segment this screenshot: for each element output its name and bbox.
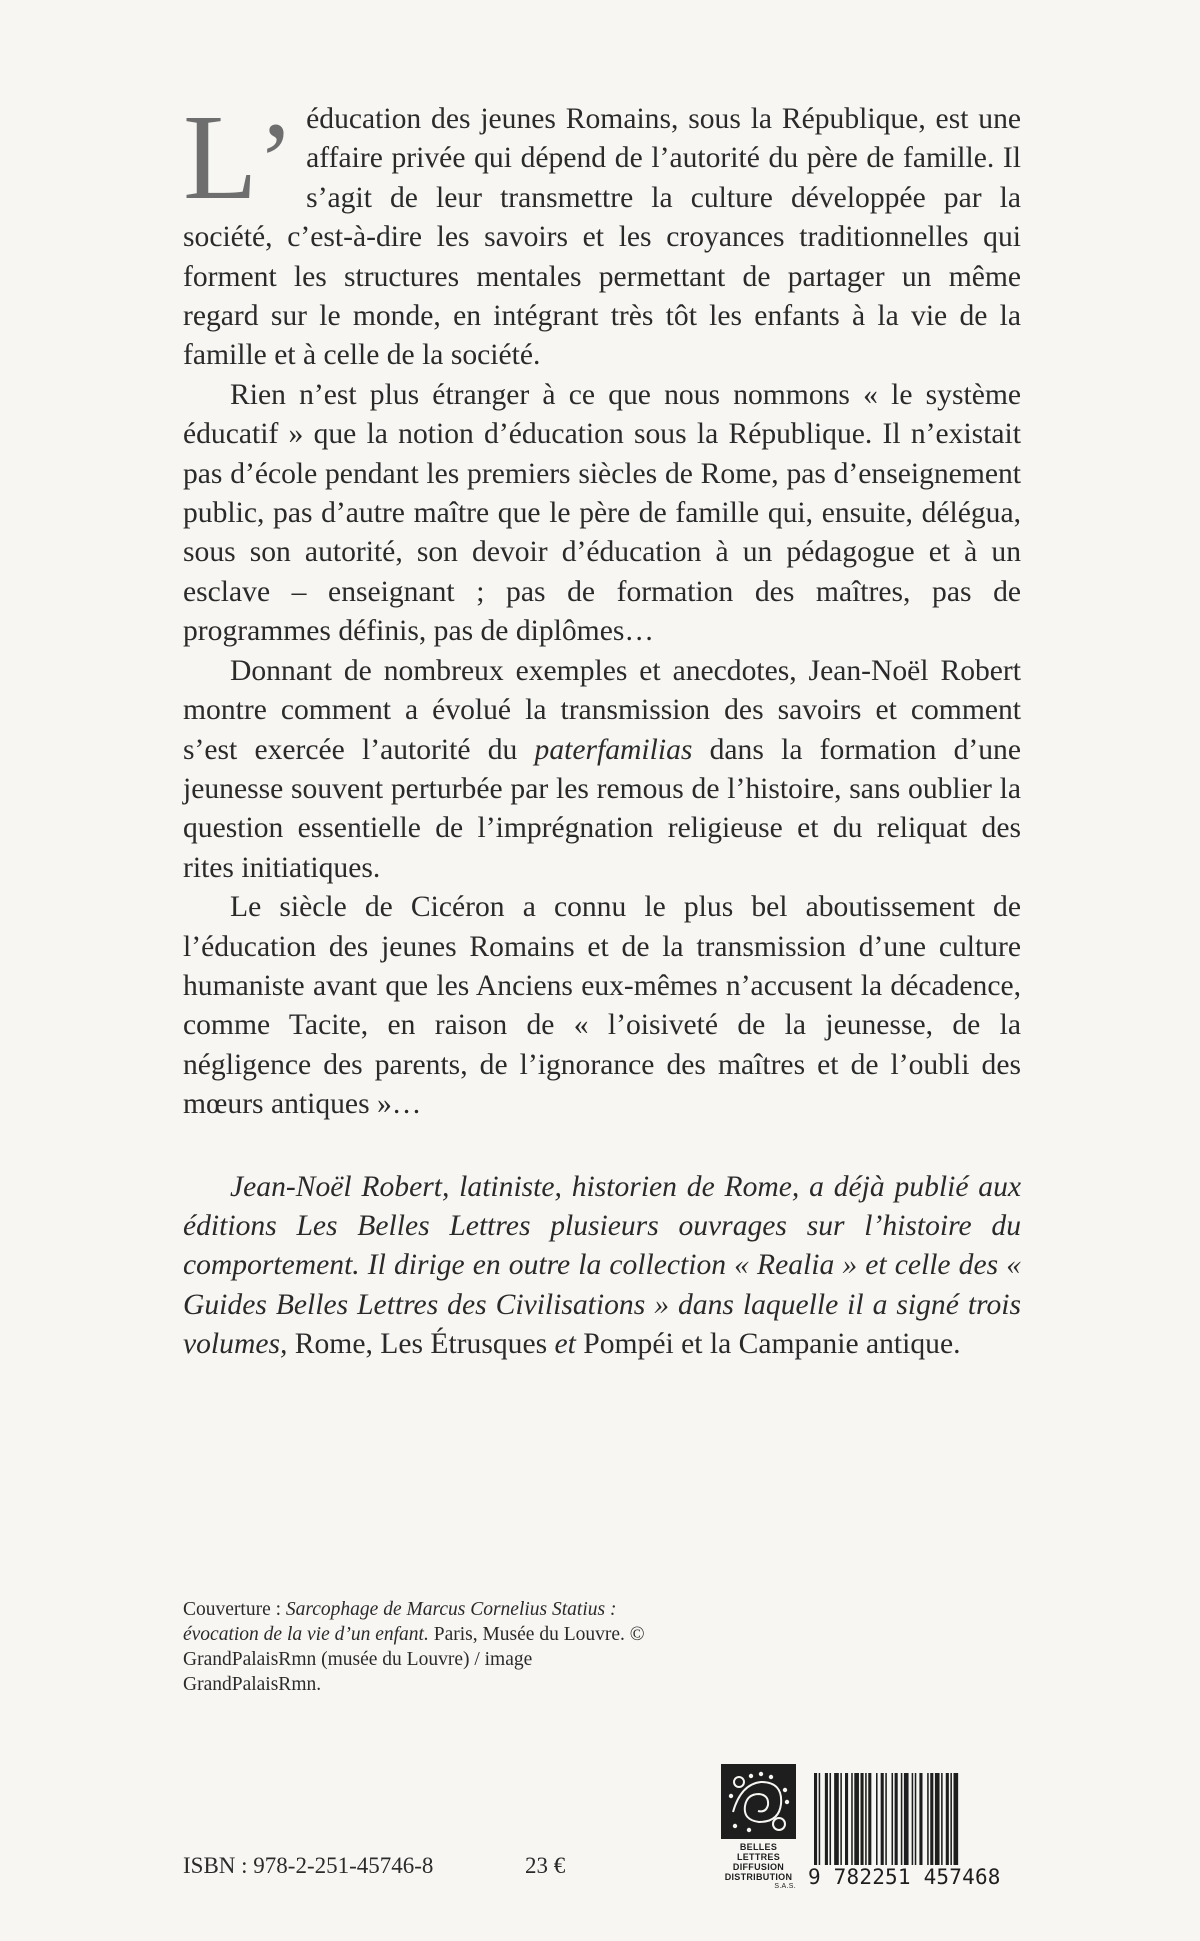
author-bio: Jean-Noël Robert, latiniste, historien de Rome, a déjà publié aux éditions Les Belles Lettres plusieurs ouvrages sur l’histoire du comportement. Il dirige en outre la collection « Realia » et celle des « Guides Belles Lettres des Civilisations » dans laquelle il a signé trois volumes, Rome, Les Étrusques et Pompéi et la Campanie antique. (183, 1170, 1021, 1361)
isbn: ISBN : 978-2-251-45746-8 (183, 1853, 434, 1878)
paragraph-1 (183, 90, 1021, 376)
price: 23 € (525, 1853, 566, 1878)
paragraph-3: Donnant de nombreux exemples et anecdotes, Jean-Noël Robert montre comment a évolué la transmission des savoirs et comment s’est exercée l’autorité du paterfamilias dans la formation d’une jeunesse souvent perturbée par les remous de l’histoire, sans oublier la question essentielle de l’imprégnation religieuse et du reliquat des rites initiatiques. (183, 654, 1021, 884)
paterfamilias-term: paterfamilias (534, 733, 693, 766)
paragraph-2: Rien n’est plus étranger à ce que nous nommons « le système éducatif » que la notion d’éducation sous la République. Il n’existait pas d’école pendant les premiers siècles de Rome, pas d’enseignement public, pas d’autre maître que le père de famille qui, ensuite, délégua, sous son autorité, son devoir d’éducation à un pédagogue et à un esclave – enseignant ; pas de formation des maîtres, pas de programmes définis, pas de diplômes… (183, 378, 1021, 648)
publisher-logo (721, 1764, 796, 1892)
cover-credits: Couverture : Sarcophage de Marcus Cornelius Statius : évocation de la vie d’un enfant. Paris, Musée du Louvre. © GrandPalaisRmn (musée du Louvre) / image GrandPalaisRmn. (183, 1599, 645, 1695)
barcode-digits: 9 782251 457468 (808, 1865, 1001, 1889)
logo-text: BELLES LETTRES DIFFUSION DISTRIBUTION S.A.S. (724, 1842, 796, 1890)
back-cover-blurb (183, 90, 1021, 1365)
drop-cap: L’ (183, 90, 295, 225)
logo-emblem-icon (721, 1764, 796, 1839)
paragraph-4: Le siècle de Cicéron a connu le plus bel aboutissement de l’éducation des jeunes Romains et de la transmission d’une culture humaniste avant que les Anciens eux-mêmes n’accusent la décadence, comme Tacite, en raison de « l’oisiveté de la jeunesse, de la négligence des parents, de l’ignorance des maîtres et de l’oubli des mœurs antiques »… (183, 891, 1021, 1121)
barcode-icon (808, 1773, 1020, 1871)
paragraph-1-text: éducation des jeunes Romains, sous la République, est une affaire privée qui dépend de l’autorité du père de famille. Il s’agit de leur transmettre la culture développée par la société, c’est-à-dire les savoirs et les croyances traditionnelles qui forment les structures mentales permettant de partager un même regard sur le monde, en intégrant très tôt les enfants à la vie de la famille et à celle de la société. (183, 103, 1021, 372)
